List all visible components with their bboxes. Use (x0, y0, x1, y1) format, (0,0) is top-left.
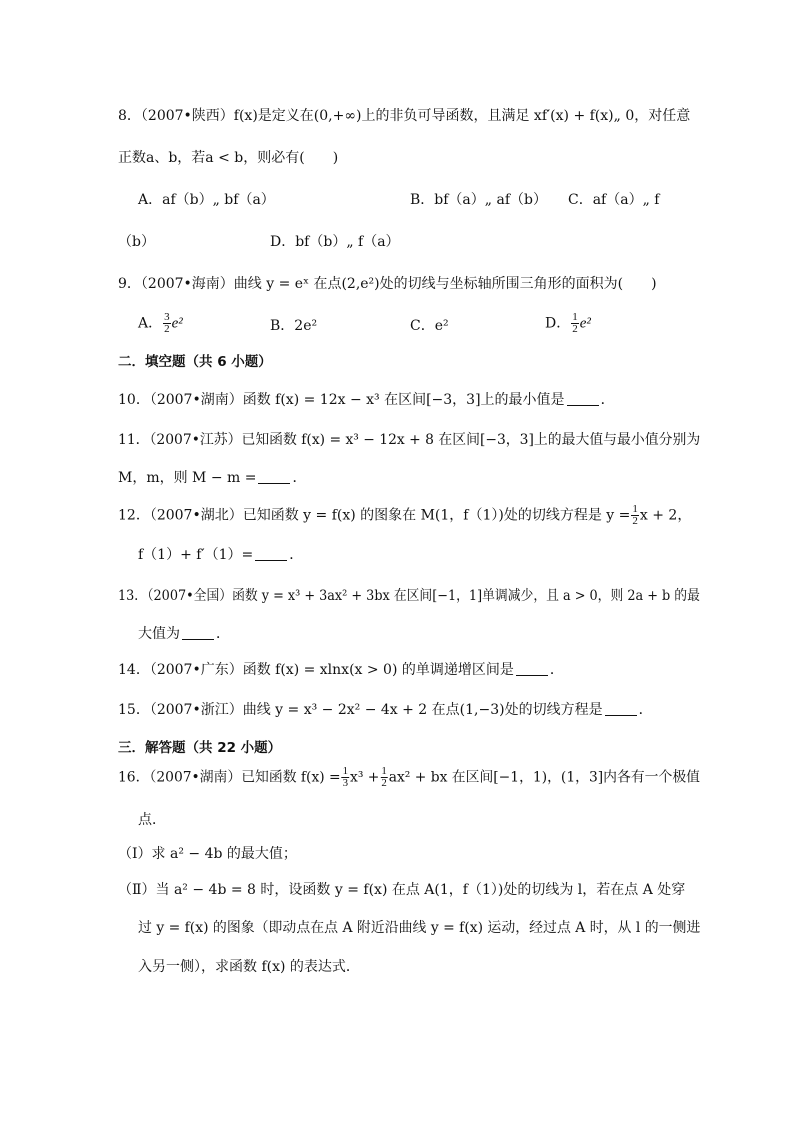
section-heading-fill-in: 二．填空题（共 6 小题） (118, 354, 272, 370)
q11-line-2 (118, 468, 306, 490)
q9-option-a (138, 312, 183, 335)
q16-part-2-line-2: 过 y = f(x) 的图象（即动点在点 A 附近沿曲线 y = f(x) 运动，经过点 A 时，从 l 的一侧进 (138, 920, 701, 936)
answer-blank[interactable] (516, 663, 548, 676)
fraction-numerator: 1 (632, 503, 638, 515)
answer-blank[interactable] (182, 627, 214, 640)
q16-part-1: （Ⅰ）求 a² − 4b 的最大值； (118, 846, 297, 862)
fraction-denominator: 2 (632, 515, 638, 527)
q8-option-a: A．af（b）„ bf（a） (138, 192, 275, 208)
q16-text-a: 16．（2007•湖南）已知函数 f(x) = (118, 769, 341, 786)
q11-end: ． (292, 470, 307, 486)
q16-line-1 (118, 766, 700, 796)
q16-text-mid: x³ + (350, 769, 380, 786)
fraction-numerator: 1 (342, 765, 349, 777)
fraction-denominator: 2 (164, 323, 170, 335)
q8-line-1: 8．（2007•陕西）f(x)是定义在(0,+∞)上的非负可导函数，且满足 xf′(x) + f(x)„ 0，对任意 (118, 108, 691, 124)
q12-text-2: f（1）+ f′（1）= (138, 547, 254, 563)
answer-blank[interactable] (258, 471, 290, 484)
fraction-denominator: 2 (572, 323, 578, 335)
q16-line-2: 点． (138, 812, 166, 828)
q16-part-2-line-3: 入另一侧），求函数 f(x) 的表达式． (138, 959, 360, 975)
q8-line-2: 正数a、b，若a < b，则必有( ) (118, 150, 339, 166)
q13-text-2: 大值为 (138, 626, 180, 642)
q11-line-1: 11．（2007•江苏）已知函数 f(x) = x³ − 12x + 8 在区间[−3，3]上的最大值与最小值分别为 (118, 432, 701, 448)
answer-blank[interactable] (567, 393, 599, 406)
fraction-numerator: 1 (572, 311, 578, 323)
fraction-numerator: 1 (381, 765, 387, 777)
q9-option-b: B．2e² (270, 318, 318, 334)
q16-fraction-2 (380, 766, 387, 789)
q8-option-c-continued: （b） (118, 234, 155, 250)
q9-option-a-label: A． (138, 315, 163, 332)
q14-end: ． (549, 662, 564, 678)
q16-part-2-line-1: （Ⅱ）当 a² − 4b = 8 时，设函数 y = f(x) 在点 A(1，f（1）)处的切线为 l，若在点 A 处穿 (118, 882, 686, 898)
q10-end: ． (600, 392, 615, 408)
q9-line: 9．（2007•海南）曲线 y = eˣ 在点(2,e²)处的切线与坐标轴所围三角形的面积为( ) (118, 276, 657, 292)
answer-blank[interactable] (255, 548, 287, 561)
q9-option-a-tail: e² (171, 315, 183, 332)
q9-option-d-fraction (571, 312, 579, 335)
q12-fraction (631, 504, 639, 527)
q12-line-2 (138, 545, 303, 567)
q11-text: M，m，则 M − m = (118, 470, 257, 486)
answer-blank[interactable] (605, 703, 637, 716)
q8-option-d: D．bf（b）„ f（a） (270, 234, 400, 250)
q9-option-a-fraction (163, 312, 171, 335)
q12-text-a: 12．（2007•湖北）已知函数 y = f(x) 的图象在 M(1，f（1）)处的切线方程是 y = (118, 507, 631, 524)
q8-option-c: C．af（a）„ f (568, 192, 660, 208)
q13-line-1: 13．（2007•全国）函数 y = x³ + 3ax² + 3bx 在区间[−1，1]单调减少，且 a > 0，则 2a + b 的最 (118, 588, 700, 604)
q8-option-b: B．bf（a）„ af（b） (410, 192, 547, 208)
q15-line (118, 700, 653, 722)
q15-text: 15．（2007•浙江）曲线 y = x³ − 2x² − 4x + 2 在点(1,−3)处的切线方程是 (118, 702, 603, 718)
fraction-denominator: 3 (342, 777, 349, 789)
q9-option-d-label: D． (545, 315, 571, 332)
q16-fraction-1 (342, 766, 349, 789)
q9-option-d (545, 312, 591, 335)
q16-text-b: ax² + bx 在区间[−1，1)，(1，3]内各有一个极值 (388, 769, 700, 786)
q10-text: 10．（2007•湖南）函数 f(x) = 12x − x³ 在区间[−3，3]上的最小值是 (118, 392, 565, 408)
q9-option-c: C．e² (410, 318, 449, 334)
q10-line (118, 390, 615, 412)
q14-text: 14．（2007•广东）函数 f(x) = xlnx(x > 0) 的单调递增区间是 (118, 662, 514, 678)
section-heading-solutions: 三．解答题（共 22 小题） (118, 740, 282, 756)
q12-end: ． (289, 547, 304, 563)
fraction-denominator: 2 (381, 777, 387, 789)
q12-line-1 (118, 504, 691, 534)
q13-line-2 (138, 624, 230, 646)
fraction-numerator: 3 (164, 311, 170, 323)
q12-text-b: x + 2， (639, 507, 692, 524)
q13-end: ． (216, 626, 230, 642)
q9-option-d-tail: e² (579, 315, 591, 332)
q14-line (118, 660, 564, 682)
q15-end: ． (638, 702, 653, 718)
